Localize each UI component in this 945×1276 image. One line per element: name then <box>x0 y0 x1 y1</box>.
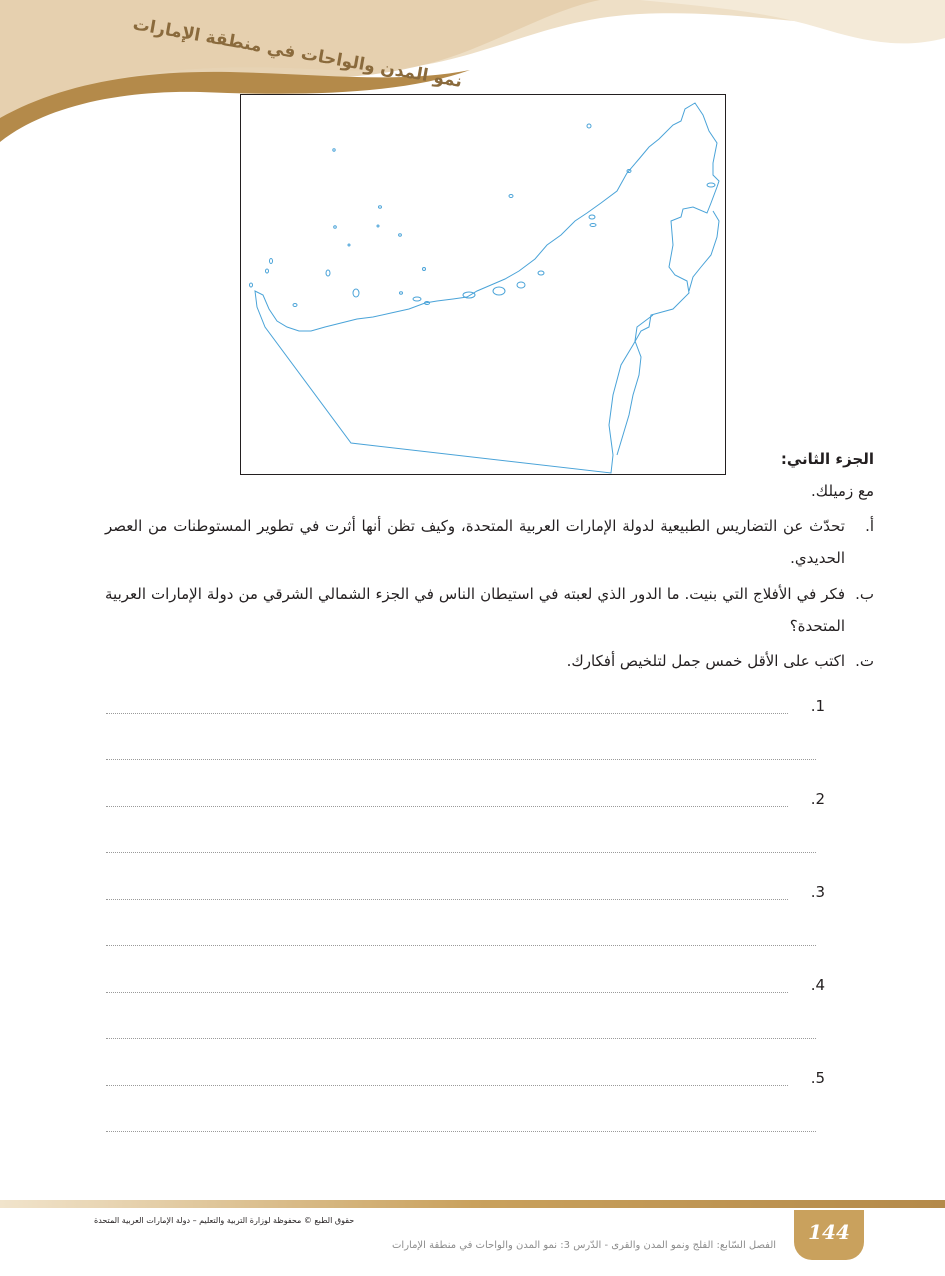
page-number: 144 <box>808 1220 850 1244</box>
item-marker: ب. <box>855 585 874 603</box>
chapter-header-title: نمو المدن والواحات في منطقة الإمارات <box>131 14 464 93</box>
answer-line[interactable] <box>106 759 816 760</box>
question-item: فكر في الأفلاج التي بنيت. ما الدور الذي لعبته في استيطان الناس في الجزء الشمالي الشرقي من دولة الإمارات العربية المتحدة؟ <box>105 585 845 635</box>
answer-line[interactable] <box>106 899 788 900</box>
question-item: اكتب على الأقل خمس جمل لتلخيص أفكارك. <box>566 652 845 670</box>
answer-line[interactable] <box>106 806 788 807</box>
answer-number: .3 <box>810 883 825 901</box>
section-title: الجزء الثاني: <box>780 450 874 468</box>
answer-line[interactable] <box>106 945 816 946</box>
answer-line[interactable] <box>106 1131 816 1132</box>
answer-line[interactable] <box>106 1085 788 1086</box>
answer-line[interactable] <box>106 713 788 714</box>
answer-line[interactable] <box>106 852 816 853</box>
answer-number: .2 <box>810 790 825 808</box>
uae-outline-map-icon <box>241 95 727 476</box>
answer-number: .4 <box>810 976 825 994</box>
section-intro: مع زميلك. <box>811 482 874 500</box>
question-item: تحدّث عن التضاريس الطبيعية لدولة الإمارات العربية المتحدة، وكيف تظن أنها أثرت في تطوير المستوطنات من العصر الحديدي. <box>105 517 845 567</box>
copyright-notice: حقوق الطبع © محفوظة لوزارة التربية والتعليم – دولة الإمارات العربية المتحدة <box>94 1216 355 1225</box>
answer-number: .1 <box>810 697 825 715</box>
answer-line[interactable] <box>106 1038 816 1039</box>
item-marker: أ. <box>865 517 874 535</box>
uae-map-figure <box>240 94 726 475</box>
answer-line[interactable] <box>106 992 788 993</box>
answer-number: .5 <box>810 1069 825 1087</box>
page-number-badge <box>794 1210 864 1260</box>
item-marker: ت. <box>855 652 874 670</box>
footer-chapter-title: الفصل السّابع: الفلج ونمو المدن والقرى - الدّرس 3: نمو المدن والواحات في منطقة الإمارات <box>392 1240 777 1251</box>
